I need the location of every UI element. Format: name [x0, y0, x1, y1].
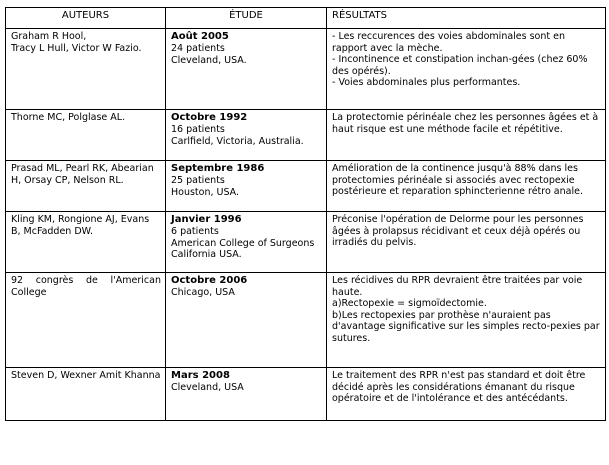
- author-line: 92 congrès de l'American College: [11, 275, 161, 298]
- study-cell: [166, 273, 327, 368]
- author-line: Thorne MC, Polglase AL.: [11, 112, 126, 123]
- study-detail: American College of Surgeons California USA.: [171, 237, 315, 260]
- result-line: b)Les rectopexies par prothèse n'auraient pas d'avantage significative sur les simples recto-pexies par sutures.: [332, 309, 600, 344]
- study-detail: 6 patients: [171, 226, 219, 237]
- study-date: Septembre 1986: [171, 163, 265, 174]
- results-cell: [327, 212, 606, 273]
- author-line: Steven D, Wexner Amit Khanna: [11, 370, 161, 381]
- result-line: Le traitement des RPR n'est pas standard et doit être décidé après les considérations émanant du risque opératoire et de l'intolérance et des antécédants.: [332, 370, 586, 404]
- table-row: [6, 212, 606, 273]
- study-detail: Chicago, USA: [171, 287, 235, 298]
- study-detail: Houston, USA.: [171, 186, 240, 198]
- study-cell: [166, 161, 327, 212]
- table-row: [6, 368, 606, 421]
- header-row: [6, 8, 606, 29]
- study-detail: Cleveland, USA.: [171, 54, 247, 66]
- study-cell: [166, 212, 327, 273]
- study-date: Octobre 1992: [171, 112, 248, 123]
- result-line: La protectomie périnéale chez les personnes âgées et à haut risque est une méthode facile et répétitive.: [332, 112, 599, 135]
- study-detail: 25 patients: [171, 175, 225, 186]
- author-line: Graham R Hool,: [11, 31, 87, 42]
- authors-cell: [6, 273, 166, 368]
- author-line: Prasad ML, Pearl RK, Abearian H, Orsay CP, Nelson RL.: [11, 163, 154, 186]
- authors-cell: [6, 29, 166, 110]
- study-cell: [166, 29, 327, 110]
- literature-review-table: [5, 7, 606, 421]
- results-cell: [327, 161, 606, 212]
- study-date: Janvier 1996: [171, 214, 242, 225]
- table-row: [6, 273, 606, 368]
- author-line: Kling KM, Rongione AJ, Evans B, McFadden DW.: [11, 214, 150, 237]
- authors-cell: [6, 212, 166, 273]
- study-cell: [166, 110, 327, 161]
- study-date: Octobre 2006: [171, 275, 248, 286]
- study-detail: Carlfield, Victoria, Australia.: [171, 135, 304, 147]
- results-cell: [327, 368, 606, 421]
- authors-cell: [6, 110, 166, 161]
- authors-cell: [6, 368, 166, 421]
- header-results: RÉSULTATS: [327, 8, 606, 29]
- study-detail: 16 patients: [171, 124, 225, 135]
- table-row: [6, 161, 606, 212]
- header-authors: AUTEURS: [6, 8, 166, 29]
- table-row: [6, 110, 606, 161]
- results-cell: [327, 273, 606, 368]
- authors-cell: [6, 161, 166, 212]
- author-line: Tracy L Hull, Victor W Fazio.: [11, 42, 142, 54]
- study-cell: [166, 368, 327, 421]
- results-cell: [327, 110, 606, 161]
- result-line: - Les reccurences des voies abdominales sont en rapport avec la mèche.: [332, 31, 566, 54]
- result-line: Préconise l'opération de Delorme pour les personnes âgées à prolapsus récidivant et ceux déjà opérés ou irradiés du pelvis.: [332, 214, 584, 248]
- header-study: ÉTUDE: [166, 8, 327, 29]
- study-detail: 24 patients: [171, 43, 225, 54]
- result-line: Les récidives du RPR devraient être traitées par voie haute.: [332, 275, 583, 298]
- result-line: - Voies abdominales plus performantes.: [332, 77, 521, 88]
- study-date: Août 2005: [171, 31, 229, 42]
- study-date: Mars 2008: [171, 370, 230, 381]
- literature-review-table-container: [5, 7, 605, 421]
- results-cell: [327, 29, 606, 110]
- result-line: a)Rectopexie = sigmoïdectomie.: [332, 298, 487, 309]
- study-detail: Cleveland, USA: [171, 382, 244, 393]
- table-row: [6, 29, 606, 110]
- result-line: Amélioration de la continence jusqu'à 88% dans les protectomies périnéale si associés avec rectopexie postérieure et reparation sphincterienne rétro anale.: [332, 163, 583, 197]
- result-line: - Incontinence et constipation inchan-gées (chez 60% des opérés).: [332, 54, 588, 77]
